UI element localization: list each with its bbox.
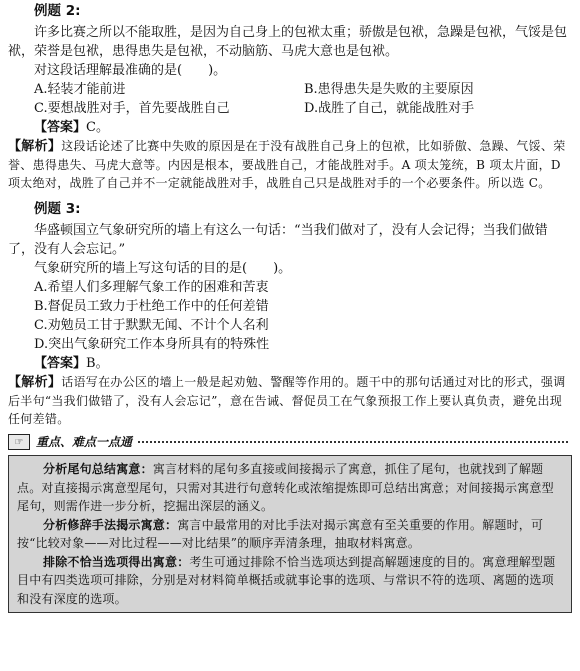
key-points-box xyxy=(8,455,572,613)
option-b: B.督促员工致力于杜绝工作中的任何差错 xyxy=(34,299,269,314)
option-b: B.患得患失是失败的主要原因 xyxy=(304,82,474,97)
tip-text: 寓言中最常用的对比手法对揭示寓意有至关重要的作用。解题时，可按“比较对象——对比过程——对比结果”的顺序弄清条理，抽取材料寓意。 xyxy=(17,517,544,550)
option-d: D.战胜了自己，就能战胜对手 xyxy=(304,101,475,116)
analysis-text: 话语写在办公区的墙上一般是起劝勉、警醒等作用的。题干中的那句话通过对比的形式，强调后半句“当我们做错了，没有人会忘记”，意在告诫、督促员工在气象预报工作上要认真负责，避免出现任何差错。 xyxy=(8,375,566,426)
example-2-passage: 许多比赛之所以不能取胜，是因为自己身上的包袱太重；骄傲是包袱，急躁是包袱，气馁是包袱，荣誉是包袱，患得患失是包袱，不动脑筋、马虎大意也是包袱。 xyxy=(8,25,568,59)
tip-text: 考生可通过排除不恰当选项达到提高解题速度的目的。寓意理解型题目中有四类选项可排除，分别是对材料简单概括或就事论事的选项、与常识不符的选项、离题的选项和没有深度的选项。 xyxy=(17,554,556,606)
analysis-tag: 【解析】 xyxy=(8,139,62,154)
example-3-passage: 华盛顿国立气象研究所的墙上有这么一句话：“当我们做对了，没有人会记得；当我们做错了，没有人会忘记。” xyxy=(8,223,548,257)
example-2-answer xyxy=(34,118,572,137)
option-a: A.希望人们多理解气象工作的困难和苦衷 xyxy=(34,280,269,295)
answer-value: B。 xyxy=(86,356,109,371)
answer-tag: 【答案】 xyxy=(34,356,87,371)
analysis-text: 这段话论述了比赛中失败的原因是在于没有战胜自己身上的包袱，比如骄傲、急躁、气馁、荣誉、患得患失、马虎大意等。内因是根本，要战胜自己，才能战胜对手。A 项太笼统，B 项太片面，D 项太绝对，战胜了自己并不一定就能战胜对手，战胜自己只是战胜对手的一个必要条件。所以选 C。 xyxy=(8,139,566,190)
example-2-analysis xyxy=(8,137,572,192)
example-3-options xyxy=(34,278,572,354)
example-3-analysis xyxy=(8,373,572,428)
example-2-question: 对这段话理解最准确的是( )。 xyxy=(34,63,227,78)
analysis-tag: 【解析】 xyxy=(8,375,62,390)
tip-item xyxy=(17,553,563,609)
example-3-title: 例题 3: xyxy=(34,201,81,217)
tip-item xyxy=(17,516,563,553)
key-points-header xyxy=(8,432,572,452)
answer-value: C。 xyxy=(86,120,109,135)
option-d: D.突出气象研究工作本身所具有的特殊性 xyxy=(34,337,270,352)
tip-lead: 排除不恰当选项得出寓意： xyxy=(43,554,190,569)
dotted-divider xyxy=(138,441,568,443)
tip-item xyxy=(17,460,563,516)
example-3 xyxy=(8,200,572,428)
example-2-options xyxy=(34,80,572,118)
option-c: C.要想战胜对手，首先要战胜自己 xyxy=(34,101,230,116)
tip-lead: 分析尾句总结寓意： xyxy=(43,462,153,476)
tip-lead: 分析修辞手法揭示寓意： xyxy=(43,517,178,532)
tip-text: 寓言材料的尾句多直接或间接揭示了寓意，抓住了尾句，也就找到了解题点。对直接揭示寓意型尾句，只需对其进行句意转化或浓缩提炼即可总结出寓意；对间接揭示寓意型尾句，则需作进一步分析，挖掘出深层的涵义。 xyxy=(17,462,554,513)
example-2-title: 例题 2: xyxy=(34,3,81,19)
example-3-question: 气象研究所的墙上写这句话的目的是( )。 xyxy=(34,261,292,276)
example-3-answer xyxy=(34,354,572,373)
option-c: C.劝勉员工甘于默默无闻、不计个人名利 xyxy=(34,318,269,333)
option-a: A.轻装才能前进 xyxy=(34,82,126,97)
section-title: 重点、难点一点通 xyxy=(36,434,133,449)
example-2 xyxy=(8,2,572,192)
answer-tag: 【答案】 xyxy=(34,120,87,135)
pointing-hand-icon: ☞ xyxy=(8,434,30,450)
